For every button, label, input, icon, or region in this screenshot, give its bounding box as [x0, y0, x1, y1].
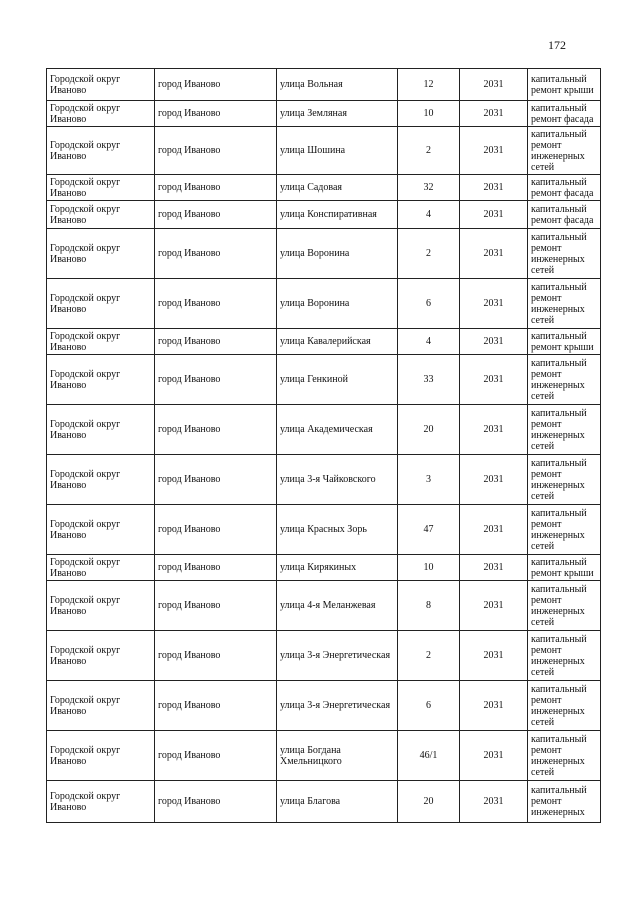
street-cell: улица Генкиной — [277, 355, 398, 405]
city-cell: город Иваново — [155, 731, 277, 781]
street-cell: улица 3-я Чайковского — [277, 455, 398, 505]
table-row — [47, 681, 601, 731]
street-cell: улица Академическая — [277, 405, 398, 455]
city-cell: город Иваново — [155, 505, 277, 555]
street-cell: улица Красных Зорь — [277, 505, 398, 555]
house-number-cell: 20 — [398, 781, 460, 823]
repair-schedule-table — [46, 68, 601, 823]
work-type-cell: капитальный ремонт инженерных сетей — [528, 581, 601, 631]
year-cell: 2031 — [460, 201, 528, 229]
page-number: 172 — [548, 38, 566, 52]
table-row — [47, 731, 601, 781]
house-number-cell: 10 — [398, 101, 460, 127]
municipality-cell: Городской округ Иваново — [47, 175, 155, 201]
house-number-cell: 2 — [398, 229, 460, 279]
work-type-cell: капитальный ремонт инженерных сетей — [528, 279, 601, 329]
table-row — [47, 555, 601, 581]
municipality-cell: Городской округ Иваново — [47, 455, 155, 505]
city-cell: город Иваново — [155, 201, 277, 229]
year-cell: 2031 — [460, 175, 528, 201]
table-row — [47, 69, 601, 101]
city-cell: город Иваново — [155, 279, 277, 329]
work-type-cell: капитальный ремонт фасада — [528, 101, 601, 127]
work-type-cell: капитальный ремонт инженерных сетей — [528, 229, 601, 279]
year-cell: 2031 — [460, 405, 528, 455]
city-cell: город Иваново — [155, 631, 277, 681]
street-cell: улица Конспиративная — [277, 201, 398, 229]
city-cell: город Иваново — [155, 355, 277, 405]
city-cell: город Иваново — [155, 681, 277, 731]
table-row — [47, 581, 601, 631]
table-row — [47, 405, 601, 455]
work-type-cell: капитальный ремонт инженерных сетей — [528, 731, 601, 781]
municipality-cell: Городской округ Иваново — [47, 127, 155, 175]
year-cell: 2031 — [460, 781, 528, 823]
year-cell: 2031 — [460, 69, 528, 101]
house-number-cell: 12 — [398, 69, 460, 101]
year-cell: 2031 — [460, 355, 528, 405]
street-cell: улица Вольная — [277, 69, 398, 101]
work-type-cell: капитальный ремонт крыши — [528, 69, 601, 101]
year-cell: 2031 — [460, 555, 528, 581]
year-cell: 2031 — [460, 279, 528, 329]
house-number-cell: 20 — [398, 405, 460, 455]
house-number-cell: 6 — [398, 681, 460, 731]
house-number-cell: 32 — [398, 175, 460, 201]
municipality-cell: Городской округ Иваново — [47, 69, 155, 101]
work-type-cell: капитальный ремонт инженерных сетей — [528, 127, 601, 175]
work-type-cell: капитальный ремонт инженерных сетей — [528, 681, 601, 731]
year-cell: 2031 — [460, 329, 528, 355]
street-cell: улица 3-я Энергетическая — [277, 681, 398, 731]
city-cell: город Иваново — [155, 405, 277, 455]
table-row — [47, 101, 601, 127]
street-cell: улица Воронина — [277, 229, 398, 279]
table-row — [47, 329, 601, 355]
municipality-cell: Городской округ Иваново — [47, 581, 155, 631]
house-number-cell: 4 — [398, 201, 460, 229]
table-row — [47, 505, 601, 555]
municipality-cell: Городской округ Иваново — [47, 329, 155, 355]
municipality-cell: Городской округ Иваново — [47, 631, 155, 681]
municipality-cell: Городской округ Иваново — [47, 405, 155, 455]
table-row — [47, 279, 601, 329]
street-cell: улица Благова — [277, 781, 398, 823]
work-type-cell: капитальный ремонт фасада — [528, 201, 601, 229]
city-cell: город Иваново — [155, 69, 277, 101]
year-cell: 2031 — [460, 731, 528, 781]
house-number-cell: 10 — [398, 555, 460, 581]
table-row — [47, 229, 601, 279]
house-number-cell: 2 — [398, 631, 460, 681]
street-cell: улица Шошина — [277, 127, 398, 175]
municipality-cell: Городской округ Иваново — [47, 781, 155, 823]
work-type-cell: капитальный ремонт крыши — [528, 329, 601, 355]
city-cell: город Иваново — [155, 127, 277, 175]
street-cell: улица Кавалерийская — [277, 329, 398, 355]
work-type-cell: капитальный ремонт инженерных сетей — [528, 455, 601, 505]
city-cell: город Иваново — [155, 781, 277, 823]
street-cell: улица 3-я Энергетическая — [277, 631, 398, 681]
work-type-cell: капитальный ремонт инженерных сетей — [528, 505, 601, 555]
house-number-cell: 4 — [398, 329, 460, 355]
city-cell: город Иваново — [155, 329, 277, 355]
table-row — [47, 127, 601, 175]
street-cell: улица Воронина — [277, 279, 398, 329]
city-cell: город Иваново — [155, 455, 277, 505]
city-cell: город Иваново — [155, 555, 277, 581]
street-cell: улица Кирякиных — [277, 555, 398, 581]
city-cell: город Иваново — [155, 101, 277, 127]
table-row — [47, 175, 601, 201]
municipality-cell: Городской округ Иваново — [47, 505, 155, 555]
house-number-cell: 2 — [398, 127, 460, 175]
work-type-cell: капитальный ремонт инженерных сетей — [528, 355, 601, 405]
municipality-cell: Городской округ Иваново — [47, 201, 155, 229]
year-cell: 2031 — [460, 455, 528, 505]
table-body — [47, 69, 601, 823]
work-type-cell: капитальный ремонт инженерных сетей — [528, 631, 601, 681]
year-cell: 2031 — [460, 127, 528, 175]
house-number-cell: 46/1 — [398, 731, 460, 781]
municipality-cell: Городской округ Иваново — [47, 731, 155, 781]
street-cell: улица Земляная — [277, 101, 398, 127]
street-cell: улица 4-я Меланжевая — [277, 581, 398, 631]
year-cell: 2031 — [460, 631, 528, 681]
table-row — [47, 781, 601, 823]
year-cell: 2031 — [460, 101, 528, 127]
year-cell: 2031 — [460, 581, 528, 631]
house-number-cell: 8 — [398, 581, 460, 631]
house-number-cell: 6 — [398, 279, 460, 329]
work-type-cell: капитальный ремонт инженерных сетей — [528, 405, 601, 455]
table-row — [47, 201, 601, 229]
city-cell: город Иваново — [155, 581, 277, 631]
municipality-cell: Городской округ Иваново — [47, 229, 155, 279]
table-row — [47, 355, 601, 405]
year-cell: 2031 — [460, 681, 528, 731]
house-number-cell: 47 — [398, 505, 460, 555]
municipality-cell: Городской округ Иваново — [47, 555, 155, 581]
year-cell: 2031 — [460, 505, 528, 555]
house-number-cell: 33 — [398, 355, 460, 405]
work-type-cell: капитальный ремонт инженерных — [528, 781, 601, 823]
table-row — [47, 455, 601, 505]
table-row — [47, 631, 601, 681]
work-type-cell: капитальный ремонт фасада — [528, 175, 601, 201]
work-type-cell: капитальный ремонт крыши — [528, 555, 601, 581]
municipality-cell: Городской округ Иваново — [47, 279, 155, 329]
year-cell: 2031 — [460, 229, 528, 279]
house-number-cell: 3 — [398, 455, 460, 505]
municipality-cell: Городской округ Иваново — [47, 355, 155, 405]
municipality-cell: Городской округ Иваново — [47, 681, 155, 731]
city-cell: город Иваново — [155, 175, 277, 201]
city-cell: город Иваново — [155, 229, 277, 279]
municipality-cell: Городской округ Иваново — [47, 101, 155, 127]
street-cell: улица Богдана Хмельницкого — [277, 731, 398, 781]
street-cell: улица Садовая — [277, 175, 398, 201]
